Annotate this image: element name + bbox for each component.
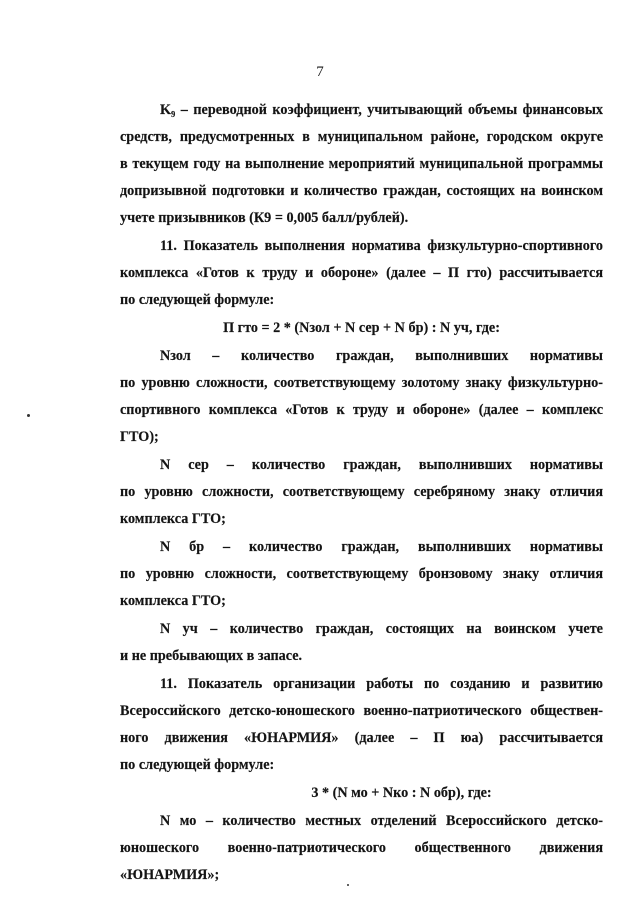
text-line: комплекса ГТО; xyxy=(120,511,226,527)
scan-speck xyxy=(27,414,30,417)
text-line: N сер – количество граждан, выполнивших нормативы xyxy=(160,457,603,473)
text-line: допризывной подготовки и количество граждан, состоящих на воинском xyxy=(120,183,603,199)
text-line: в текущем году на выполнение мероприятий муниципальной программы xyxy=(120,156,603,172)
text-line: Nзол – количество граждан, выполнивших нормативы xyxy=(160,348,603,364)
text-line: «ЮНАРМИЯ»; xyxy=(120,867,220,883)
text-line: ного движения «ЮНАРМИЯ» (далее – П юа) рассчитывается xyxy=(120,730,603,746)
scan-speck xyxy=(347,884,349,886)
text-line: по уровню сложности, соответствующему золотому знаку физкультурно- xyxy=(120,375,603,391)
text-line: по уровню сложности, соответствующему бронзовому знаку отличия xyxy=(120,566,603,582)
text-line: 11. Показатель выполнения норматива физкультурно-спортивного xyxy=(160,238,603,254)
text-line: N мо – количество местных отделений Всероссийского детско- xyxy=(160,813,603,829)
text-line: по следующей формуле: xyxy=(120,292,275,308)
page-number: 7 xyxy=(316,64,324,80)
text-line: K₉ – переводной коэффициент, учитывающий объемы финансовых xyxy=(160,102,603,118)
formula-gto: П гто = 2 * (Nзол + N сер + N бр) : N уч, где: xyxy=(223,320,500,336)
text-line: по следующей формуле: xyxy=(120,757,275,773)
formula-yunarmia: 3 * (N мо + Nко : N обр), где: xyxy=(311,785,492,801)
text-line: N уч – количество граждан, состоящих на воинском учете xyxy=(160,621,603,637)
text-line: и не пребывающих в запасе. xyxy=(120,648,303,664)
text-line: комплекса ГТО; xyxy=(120,593,226,609)
text-line: N бр – количество граждан, выполнивших нормативы xyxy=(160,539,603,555)
text-line: средств, предусмотренных в муниципальном районе, городском округе xyxy=(120,129,603,145)
text-line: комплекса «Готов к труду и обороне» (далее – П гто) рассчитывается xyxy=(120,265,603,281)
text-line: Всероссийского детско-юношеского военно-патриотического обществен- xyxy=(120,703,603,719)
text-line: юношеского военно-патриотического общественного движения xyxy=(120,840,603,856)
text-line: по уровню сложности, соответствующему серебряному знаку отличия xyxy=(120,484,603,500)
text-line: 11. Показатель организации работы по созданию и развитию xyxy=(160,676,603,692)
text-line: учете призывников (К9 = 0,005 балл/рублей). xyxy=(120,210,409,226)
text-line: ГТО); xyxy=(120,429,159,445)
text-line: спортивного комплекса «Готов к труду и обороне» (далее – комплекс xyxy=(120,402,603,418)
